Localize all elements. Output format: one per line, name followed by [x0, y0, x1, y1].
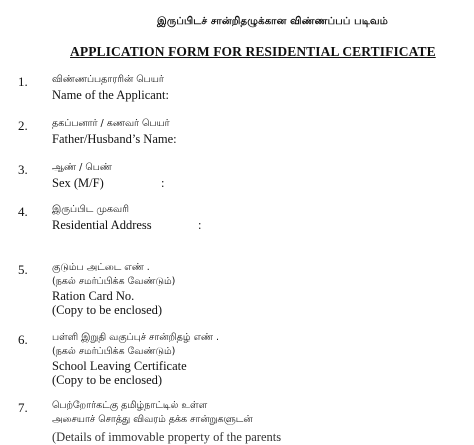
item-label-english: Ration Card No. [52, 289, 135, 303]
item-label-tamil: பெற்றோர்கட்கு தமிழ்நாட்டில் உள்ள [52, 400, 208, 411]
item-label-english-note: (Copy to be enclosed) [52, 303, 163, 317]
item-number: 5. [18, 262, 28, 277]
item-colon: : [161, 176, 165, 190]
item-label-english: Sex (M/F) [52, 176, 104, 190]
item-colon: : [198, 218, 202, 232]
item-label-tamil: விண்ணப்பதாரரின் பெயர் [52, 74, 164, 85]
item-number: 6. [18, 332, 28, 347]
item-label-english: (Details of immovable property of the parents [52, 430, 282, 444]
item-label-tamil-continued: அசையாச் சொத்து விவரம் தக்க சான்றுகளுடன் [52, 414, 253, 425]
form-title-tamil-text: இருப்பிடச் சான்றிதழுக்கான விண்ணப்பப் படிவம் [156, 16, 388, 27]
item-label-english: Name of the Applicant: [52, 88, 169, 102]
item-label-english-note: (Copy to be enclosed) [52, 373, 163, 387]
item-label-english: Father/Husband’s Name: [52, 132, 177, 146]
item-number: 4. [18, 204, 28, 219]
item-label-tamil: தகப்பனார் / கணவர் பெயர் [52, 118, 170, 129]
item-label-tamil-note: (நகல் சமர்ப்பிக்க வேண்டும்) [52, 276, 176, 287]
form-title-tamil [0, 16, 440, 28]
item-label-tamil: குடும்ப அட்டை எண் . [52, 262, 150, 273]
item-label-english: Residential Address [52, 218, 152, 232]
item-label-tamil: ஆண் / பெண் [52, 162, 112, 173]
item-number: 3. [18, 162, 28, 177]
item-label-english-clipped [52, 430, 292, 444]
item-number: 7. [18, 400, 28, 415]
form-title-english: APPLICATION FORM FOR RESIDENTIAL CERTIFICATE [70, 44, 436, 59]
item-label-tamil-note: (நகல் சமர்ப்பிக்க வேண்டும்) [52, 346, 176, 357]
item-label-tamil: பள்ளி இறுதி வகுப்புச் சான்றிதழ் எண் . [52, 332, 220, 343]
item-label-english: School Leaving Certificate [52, 359, 187, 373]
item-number: 2. [18, 118, 28, 133]
item-label-tamil: இருப்பிட முகவரி [52, 204, 129, 215]
item-number: 1. [18, 74, 28, 89]
